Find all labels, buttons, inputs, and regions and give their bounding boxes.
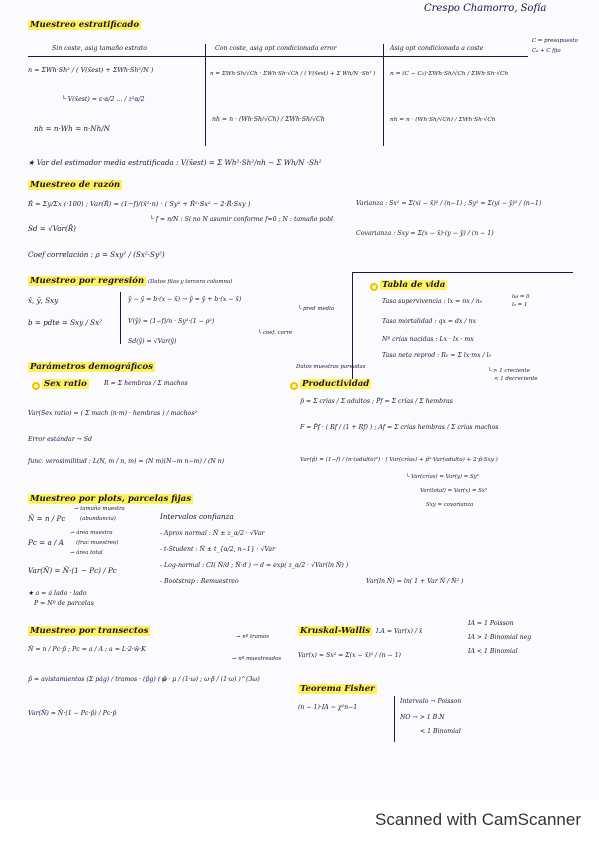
sex-ratio-formula: R = Σ hembras / Σ machos — [104, 380, 188, 387]
stratified-c1-nh: nh = n·Wh = n·Nh/N — [34, 124, 110, 133]
plots-pc: Pc = a / A — [28, 538, 64, 547]
demographic-side-note: Datos muestras pareadas — [296, 364, 366, 370]
demographic-heading: Parámetros demográficos — [30, 362, 153, 372]
highlight-marker — [32, 382, 40, 390]
table-top-rule — [28, 56, 528, 57]
ratio-heading: Muestreo de razón — [30, 180, 121, 190]
life-table-r-note-1: └ > 1 creciente — [488, 368, 530, 374]
stratified-heading: Muestreo estratificado — [30, 20, 140, 30]
stratified-col3-header: Asig opt condicionada a coste — [390, 45, 484, 52]
life-table-net-rate: Tasa neta reprod : R₀ = Σ lx·mx / l₀ — [382, 352, 492, 359]
regression-prediction: ŷ − ȳ = b·(x − x̄) → ŷ = ȳ + b·(x − x̄) — [128, 296, 242, 303]
sxy-covariance: Sxy = covarianza — [426, 502, 474, 508]
var-crias: └ Var(crías) = Var(y) = Sy² — [406, 474, 479, 480]
stratified-c1-v: └ V(x̄est) = ε·α/2 … / z²α/2 — [62, 96, 145, 103]
transects-p-hat: p̂ = avistamientos (Σ pág) / tramos · (p̂g) · ω — [28, 676, 167, 683]
plots-n-note-1: → tamaño muestra — [74, 506, 125, 512]
highlight-marker — [370, 283, 378, 291]
plots-variance: Var(N̂) = N̂·(1 − Pc) / Pc — [28, 566, 117, 575]
fisher-interp-2: NO → > 1 B.N — [400, 714, 445, 721]
table-col-divider-2 — [383, 44, 384, 146]
standard-error-note: Error estándar → Sd — [28, 436, 93, 443]
ratio-estimator: R̂ = Σy/Σx (·100) ; Var(R̂) = (1−f)/(x̄²·n) · ( Sy² + R̂²·Sx² − 2·R̂·Sxy ) — [28, 200, 251, 208]
life-table-offspring: Nº crías nacidas : Lx · lx · mx — [382, 336, 474, 343]
plots-pc-note-1: → área muestra — [70, 530, 113, 536]
regression-heading: Muestreo por regresión — [30, 276, 145, 286]
stratified-col1-header: Sin coste, asig tamaño estrato — [52, 45, 147, 52]
intervals-heading: Intervalos confianza — [160, 512, 234, 521]
plots-n-hat: N̂ = n / Pc — [28, 514, 66, 523]
plots-pc-note-2: (frac muestreo) — [76, 540, 119, 546]
stratified-c3-n: n = (C − C₀)·ΣWh·Sh/√Ch / ΣWh·Sh·√Ch — [390, 71, 509, 77]
fisher-interp-3: < 1 Binomial — [420, 728, 461, 735]
transects-note-2: → nº muestreados — [232, 656, 282, 662]
highlight-marker — [290, 382, 298, 390]
transects-variance: Var(N̂) = N̂·(1 − Pc·p̂) / Pc·p̂ — [28, 710, 117, 717]
regression-corr-note: └ coef. corre — [258, 330, 293, 336]
plots-pc-note-3: → área total — [70, 550, 103, 556]
life-table-mortality: Tasa mortalidad : qx = dx / nx — [382, 318, 476, 325]
plots-n-note-2: (abundancia) — [80, 516, 116, 522]
regression-slope: b = pdte = Sxy / Sx² — [28, 318, 103, 327]
ci-student: - t-Student : N̂ ± t_{α/2, n−1} · √Var — [160, 546, 276, 553]
var-total: Var(total) = Var(x) = Sx² — [420, 488, 488, 494]
ratio-variance: Varianza : Sx² = Σ(xi − x̄)² / (n−1) ; Sy² = Σ(yi − ȳ)² / (n−1) — [356, 200, 542, 207]
ratio-sd: Sd = √Var(R̂) — [28, 224, 76, 233]
productivity-heading: Productividad — [302, 379, 370, 389]
regression-heading-note: (Datos filas y tercera columna) — [148, 279, 233, 285]
transects-note-1: → nº tramos — [236, 634, 270, 640]
sex-ratio-variance: Var(Sex ratio) = ( Σ mach (n·m) · hembras ) / machos² — [28, 410, 198, 417]
stratified-variance-note: ★ Var del estimador media estratificada : V(x̄est) = Σ Wh²·Sh²/nh − Σ Wh/N ·Sh² — [28, 158, 322, 167]
table-col-divider-1 — [205, 44, 206, 146]
life-table-survival: Tasa supervivencia : lx = nx / n₀ — [382, 298, 483, 305]
scanner-watermark: Scanned with CamScanner — [374, 810, 581, 829]
fisher-statistic: (n − 1)·IA ~ χ²n−1 — [298, 704, 358, 711]
distribution-binomial: IA < 1 Binomial — [468, 648, 518, 655]
plots-p-definition: P = Nº de parcelas — [34, 600, 94, 607]
kruskal-heading: Kruskal-Wallis — [300, 626, 371, 636]
transects-p-interval: ( p̂ · μ / (1·ω) ; ω·β / (1·ω) )^(3ω) — [158, 676, 260, 683]
distribution-poisson: IA = 1 Poisson — [468, 620, 514, 627]
stratified-col2-header: Con coste, asig opt condicionada error — [215, 45, 337, 52]
productivity-variance: Var(p̂) = (1−f) / (n·(adulto)²) · ( Var(crías) + p̂²·Var(adulto) + 2·p̂·Sxy ) — [300, 457, 498, 463]
kruskal-variance: Var(x) = Sx² = Σ(x − x̄)² / (n − 1) — [298, 652, 401, 659]
plots-a-definition: ★ a = á lado · lado — [28, 590, 87, 597]
stratified-side-note-2: C₀ + C fijo — [532, 48, 561, 54]
ci-normal: - Aprox normal : N̂ ± z_α/2 · √Var — [160, 530, 265, 537]
ratio-f-definition: └ f = n/N : Si no N asumir conforme f≈0 ; N : tamaño pobl — [150, 216, 334, 223]
regression-sd: Sd(ŷ) = √Var(ŷ) — [128, 338, 177, 345]
distribution-neg-binomial: IA > 1 Binomial neg — [468, 634, 532, 641]
regression-pred-note: └ pred media — [298, 306, 335, 312]
fisher-interp-1: Intervalo → Poisson — [400, 698, 462, 705]
regression-brace — [120, 292, 121, 344]
ratio-correlation: Coef correlación : ρ = Sxy² / (Sx²·Sy²) — [28, 250, 165, 259]
var-ln-n: Var(ln N̂) = ln( 1 + Var N̂ / N̂² ) — [366, 578, 464, 585]
regression-means: x̄, ȳ, Sxy — [28, 296, 59, 305]
transects-n-hat: N̂ = n / Pc·p̂ ; Pc = a / A ; a = L·2·w̄·K — [28, 646, 146, 653]
stratified-c2-n: n = ΣWh·Sh/√Ch · ΣWh·Sh·√Ch / ( V(x̄est) + Σ Wh/N ·Sh² ) — [210, 71, 376, 77]
sex-ratio-heading: Sex ratio — [44, 379, 87, 389]
transects-heading: Muestreo por transectos — [30, 626, 149, 636]
productivity-p-bar: p̄ = Σ crías / Σ adultos ; P̂f = Σ crías / Σ hembras — [300, 398, 453, 405]
kruskal-ia: I.A = Var(x) / x̄ — [376, 628, 423, 635]
life-table-l-note-2: l₀ = 1 — [512, 302, 528, 308]
author-name: Crespo Chamorro, Sofía — [424, 3, 547, 14]
ci-lognormal: - Log-normal : CI( N̂/d ; N̂·d ) → d = exp( z_α/2 · √Var(ln N̂) ) — [160, 562, 349, 569]
plots-heading: Muestreo por plots, parcelas fijas — [30, 494, 192, 504]
fisher-heading: Teorema Fisher — [300, 684, 375, 694]
productivity-f: F = P̂f · ( Rf / (1 + Rf) ) ; Af = Σ crías hembras / Σ crías machos — [300, 424, 499, 431]
fisher-brace — [394, 696, 395, 742]
stratified-c1-n: n = ΣWh·Sh² / ( V(x̄est) + ΣWh·Sh²/N ) — [28, 66, 154, 74]
regression-variance: V(ŷ) = (1−f)/n · Sy²·(1 − ρ²) — [128, 318, 215, 325]
stratified-side-note-1: C = presupuesto — [532, 38, 578, 44]
ratio-covariance: Covarianza : Sxy = Σ(x − x̄)·(y − ȳ) / (n − 1) — [356, 230, 494, 237]
life-table-l-note-1: lω = 0 — [512, 294, 530, 300]
life-table-heading: Tabla de vida — [382, 280, 446, 290]
ci-bootstrap: - Bootstrap : Remuestreo — [160, 578, 239, 585]
stratified-c3-nh: nh = n · (Wh·Sh/√Ch) / ΣWh·Sh·√Ch — [390, 117, 496, 123]
stratified-c2-nh: nh = n · (Wh·Sh/√Ch) / ΣWh·Sh/√Ch — [212, 116, 325, 123]
likelihood-function: func. verosimilitud : L(N, m / n, m) = (N m)(N−m n−m) / (N n) — [28, 458, 225, 465]
life-table-r-note-2: < 1 decreciente — [494, 376, 538, 382]
